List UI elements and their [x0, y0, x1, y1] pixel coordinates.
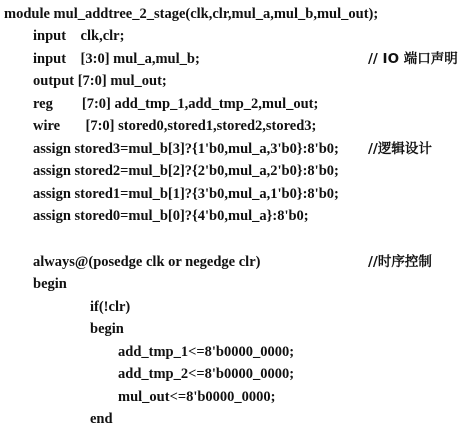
code-text: if(!clr) — [90, 299, 131, 315]
code-comment: // IO 端口声明 — [368, 51, 458, 67]
code-text: mul_out<=8'b0000_0000; — [118, 389, 276, 405]
code-text: end — [90, 411, 113, 427]
code-text: output [7:0] mul_out; — [33, 73, 167, 89]
code-text: input clk,clr; — [33, 28, 125, 44]
code-text: begin — [90, 321, 124, 337]
code-text: assign stored2=mul_b[2]?{2'b0,mul_a,2'b0}:8'b0; — [33, 163, 339, 179]
code-text: assign stored1=mul_b[1]?{3'b0,mul_a,1'b0}:8'b0; — [33, 186, 339, 202]
code-text: begin — [33, 276, 67, 292]
code-text: wire [7:0] stored0,stored1,stored2,stored3; — [33, 118, 317, 134]
code-comment: //时序控制 — [368, 254, 432, 270]
code-text: assign stored0=mul_b[0]?{4'b0,mul_a}:8'b0; — [33, 208, 309, 224]
code-text: module mul_addtree_2_stage(clk,clr,mul_a,mul_b,mul_out); — [4, 6, 379, 22]
code-line — [0, 409, 474, 435]
code-text: reg [7:0] add_tmp_1,add_tmp_2,mul_out; — [33, 96, 319, 112]
code-text: input [3:0] mul_a,mul_b; — [33, 51, 200, 67]
code-text: always@(posedge clk or negedge clr) — [33, 254, 261, 270]
code-comment: //逻辑设计 — [368, 141, 432, 157]
code-text: add_tmp_2<=8'b0000_0000; — [118, 366, 295, 382]
code-text: add_tmp_1<=8'b0000_0000; — [118, 344, 295, 360]
code-text: assign stored3=mul_b[3]?{1'b0,mul_a,3'b0}:8'b0; — [33, 141, 339, 157]
